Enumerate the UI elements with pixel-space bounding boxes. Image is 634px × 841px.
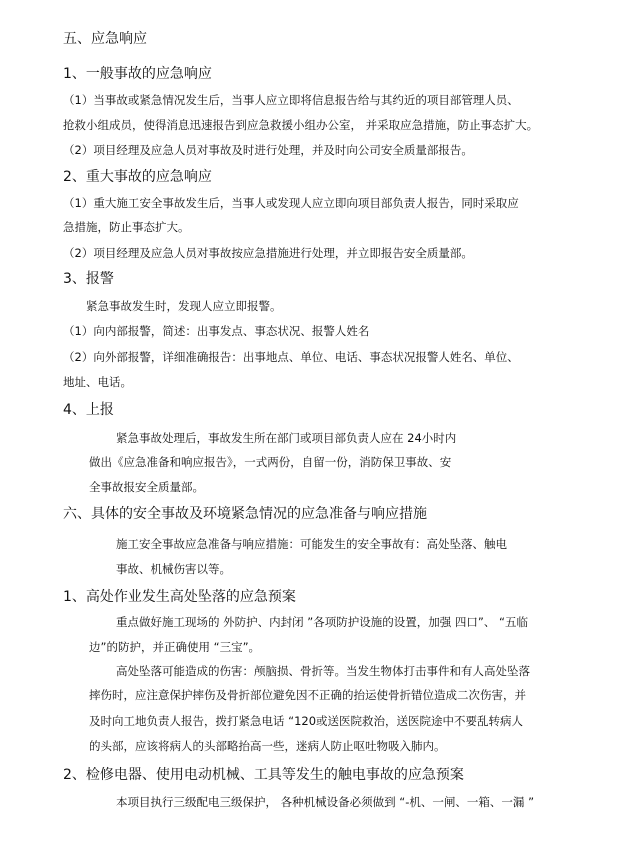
paragraph-line: 紧急事故处理后，事故发生所在部门或项目部负责人应在 24小时内: [116, 431, 457, 445]
paragraph-line: （2）项目经理及应急人员对事故按应急措施进行处理，并立即报告安全质量部。: [63, 246, 473, 260]
paragraph-line: 抢救小组成员，使得消息迅速报告到应急救援小组办公室， 并采取应急措施，防止事态扩大。: [63, 118, 539, 132]
paragraph-line: 的头部，应该将病人的头部略抬高一些，迷病人防止呕吐物吸入肺内。: [89, 739, 446, 753]
paragraph-line: 高处坠落可能造成的伤害：颅脑损、骨折等。当发生物体打击事件和有人高处坠落: [116, 664, 530, 678]
paragraph-line: （2）向外部报警，详细准确报告：出事地点、单位、电话、事态状况报警人姓名、单位、: [63, 350, 519, 364]
paragraph-line: （1）向内部报警，简述：出事发点、事态状况、报警人姓名: [63, 324, 370, 338]
subheading-2: 2、重大事故的应急响应: [63, 169, 212, 185]
section-heading-6: 六、具体的安全事故及环境紧急情况的应急准备与响应措施: [63, 506, 427, 522]
paragraph-line: 及时向工地负责人报告，拨打紧急电话 “120或送医院救治，送医院途中不要乱转病人: [89, 714, 524, 728]
subheading-1: 1、一般事故的应急响应: [63, 66, 212, 82]
paragraph-line: （1）当事故或紧急情况发生后，当事人应立即将信息报告给与其约近的项目部管理人员、: [63, 93, 519, 107]
paragraph-line: 重点做好施工现场的 外防护、内封闭 ”各项防护设施的设置，加强 四口”、 “五临: [116, 615, 528, 629]
paragraph-line: 本项目执行三级配电三级保护， 各种机械设备必须做到 “-机、一闸、一箱、一漏 ”: [116, 795, 535, 809]
subheading-4: 4、上报: [63, 402, 114, 418]
paragraph-line: 紧急事故发生时，发现人应立即报警。: [86, 299, 282, 313]
paragraph-line: 做出《应急准备和响应报告》，一式两份，自留一份，消防保卫事故、安: [89, 455, 452, 469]
paragraph-line: 事故、机械伤害以等。: [116, 562, 231, 576]
subheading-1b: 1、高处作业发生高处坠落的应急预案: [63, 589, 296, 605]
paragraph-line: 地址、电话。: [63, 375, 132, 389]
paragraph-line: 全事故报安全质量部。: [89, 480, 204, 494]
paragraph-line: 急措施，防止事态扩大。: [63, 220, 190, 234]
section-heading-5: 五、应急响应: [63, 31, 147, 47]
paragraph-line: 边”的防护，并正确使用 “三宝”。: [89, 640, 261, 654]
paragraph-line: （1）重大施工安全事故发生后，当事人或发现人应立即向项目部负责人报告，同时采取应: [63, 196, 519, 210]
paragraph-line: 施工安全事故应急准备与响应措施：可能发生的安全事故有：高处坠落、触电: [116, 537, 507, 551]
paragraph-line: 摔伤时，应注意保护摔伤及骨折部位避免因不正确的抬运使骨折错位造成二次伤害，并: [89, 688, 526, 702]
subheading-2b: 2、检修电器、使用电动机械、工具等发生的触电事故的应急预案: [63, 767, 464, 783]
subheading-3: 3、报警: [63, 271, 114, 287]
paragraph-line: （2）项目经理及应急人员对事故及时进行处理，并及时向公司安全质量部报告。: [63, 143, 473, 157]
